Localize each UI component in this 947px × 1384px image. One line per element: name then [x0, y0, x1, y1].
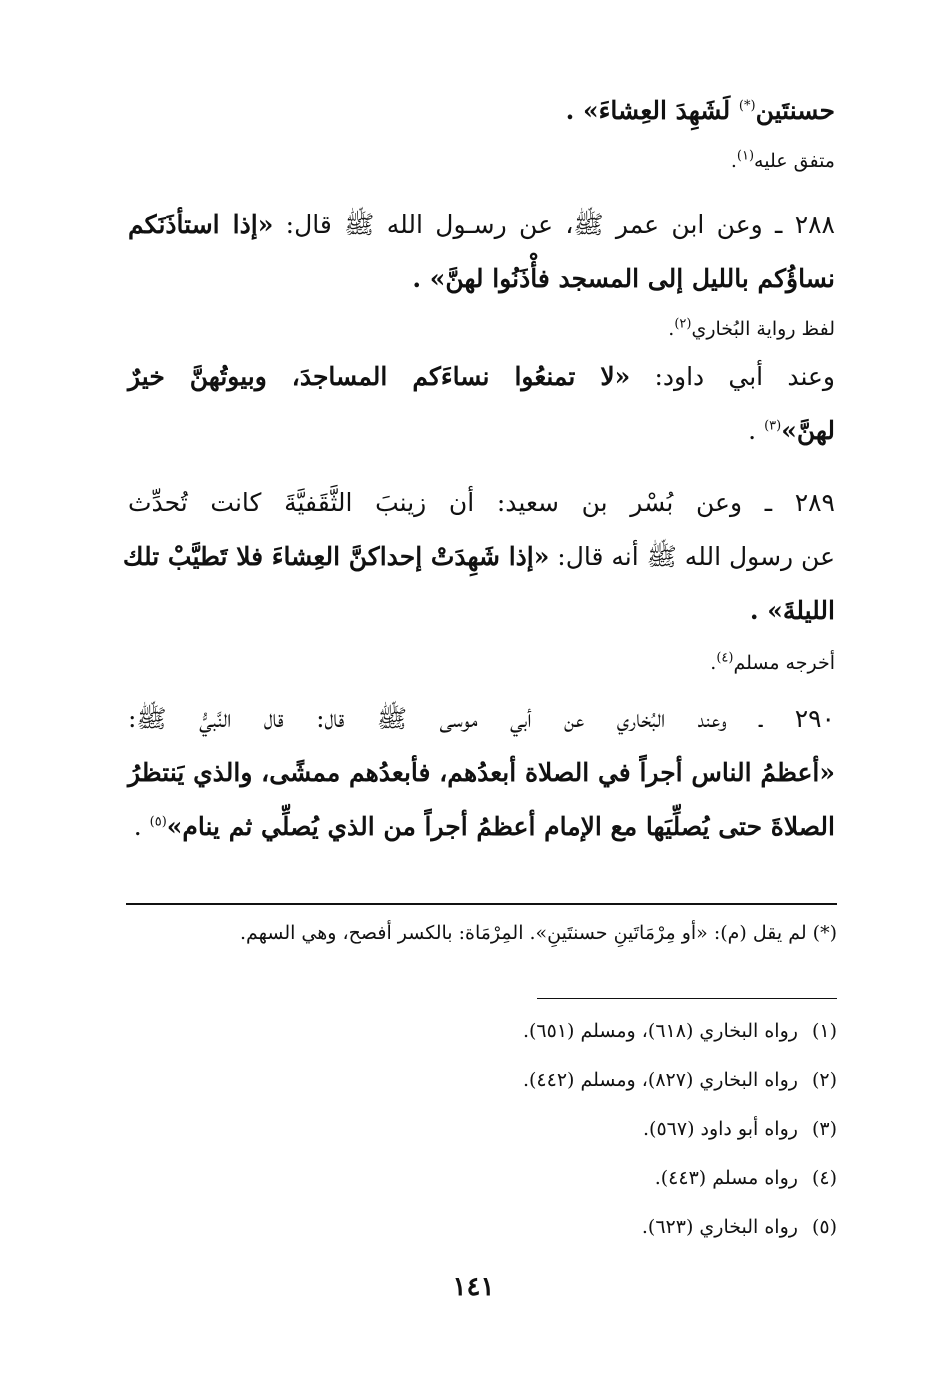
hadith-text: ٢٨٩ ـ وعن بُسْر بن سعيد: أن زينبَ الثَّقَفيَّةَ كانت تُحدِّث [128, 488, 835, 517]
hadith-quote: حسنتَين [755, 96, 835, 125]
source-note [668, 318, 835, 341]
punctuation: . [710, 652, 717, 674]
footnote-item [642, 1216, 837, 1239]
source-text: أخرجه مسلم [733, 652, 835, 674]
text-line [748, 416, 835, 446]
hadith-text: ٢٩٠ ـ وعند البُخاري عن أبي موسى ﷺ قال: قال النَّبيُّ ﷺ: [128, 704, 835, 733]
footnote-ref: (١) [736, 148, 755, 164]
footnote-number: (٢) [811, 1069, 837, 1091]
page-number: ١٤١ [452, 1272, 495, 1302]
hadith-quote: لهنَّ» [781, 416, 835, 445]
hadith-text: ٢٨٨ ـ وعن ابن عمر ﷺ، عن رسـول الله ﷺ قال: [273, 210, 835, 239]
hadith-quote: «أعظمُ الناس أجراً في الصلاة أبعدُهم، فأبعدُهم ممشًى، والذي يَنتظرُ [128, 758, 835, 787]
punctuation: . [730, 150, 737, 172]
footnote-text: رواه البخاري (٦٢٣). [641, 1216, 798, 1238]
footnote-number: (١) [811, 1020, 837, 1042]
text-line [128, 210, 835, 240]
footnote-text: رواه البخاري (٦١٨)، ومسلم (٦٥١). [522, 1020, 798, 1042]
footnote-number: (٤) [811, 1167, 837, 1189]
hadith-quote: «لا تمنعُوا نساءَكم المساجدَ، وبيوتُهنَّ خيرٌ [128, 362, 631, 391]
footnote-item [655, 1167, 837, 1190]
hadith-quote: الصلاةَ حتى يُصلِّيَها مع الإمام أعظمُ أجراً من الذي يُصلِّي ثم ينام» [166, 812, 835, 841]
footnote-text: رواه البخاري (٨٢٧)، ومسلم (٤٤٢). [522, 1069, 798, 1091]
hadith-text: عن رسول الله ﷺ أنه قال: [549, 542, 835, 571]
footnote-ref: (٣) [764, 418, 782, 434]
hadith-quote: نساؤُكم بالليل إلى المسجد فأْذَنُوا لهنَّ» . [412, 264, 835, 293]
punctuation: . [668, 318, 675, 340]
footnote-ref: (٥) [149, 814, 167, 830]
footnote-item [523, 1020, 837, 1043]
star-marker: (*) [738, 98, 756, 114]
punctuation: . [133, 812, 150, 841]
hadith-text: وعند أبي داود: [630, 362, 835, 391]
text-line [122, 542, 835, 572]
footnote-short-divider [537, 998, 837, 999]
punctuation: . [748, 416, 765, 445]
footnote-number: (٥) [811, 1216, 837, 1238]
footnote-ref: (٤) [716, 650, 734, 666]
footnote-text: رواه أبو داود (٥٦٧). [642, 1118, 798, 1140]
source-text: لفظ رواية البُخاري [691, 318, 835, 340]
source-text: متفق عليه [754, 150, 835, 172]
text-line [566, 96, 835, 126]
footnote-text: رواه مسلم (٤٤٣). [654, 1167, 798, 1189]
source-note [710, 652, 835, 675]
hadith-quote: الليلةَ» . [749, 596, 835, 625]
footnote-ref: (٢) [674, 316, 692, 332]
footnote-item [643, 1118, 837, 1141]
footnote-item [523, 1069, 837, 1092]
footnote-number: (٣) [811, 1118, 837, 1140]
text-line [128, 362, 835, 392]
footnote-divider [126, 903, 837, 905]
hadith-quote: «إذا شَهِدَتْ إحداكنَّ العِشاءَ فلا تَطيَّبْ تلك [122, 542, 550, 571]
text-line [134, 812, 835, 842]
source-note [731, 150, 835, 173]
star-footnote: (*) لم يقل (م): «أو مِرْمَاتَينِ حسنتَينِ». المِرْمَاة: بالكسر أفصح، وهي السهم. [239, 922, 837, 944]
hadith-quote: لَشَهِدَ العِشاءَ» . [565, 96, 739, 125]
hadith-quote: «إذا استأذَنَكم [128, 210, 274, 239]
